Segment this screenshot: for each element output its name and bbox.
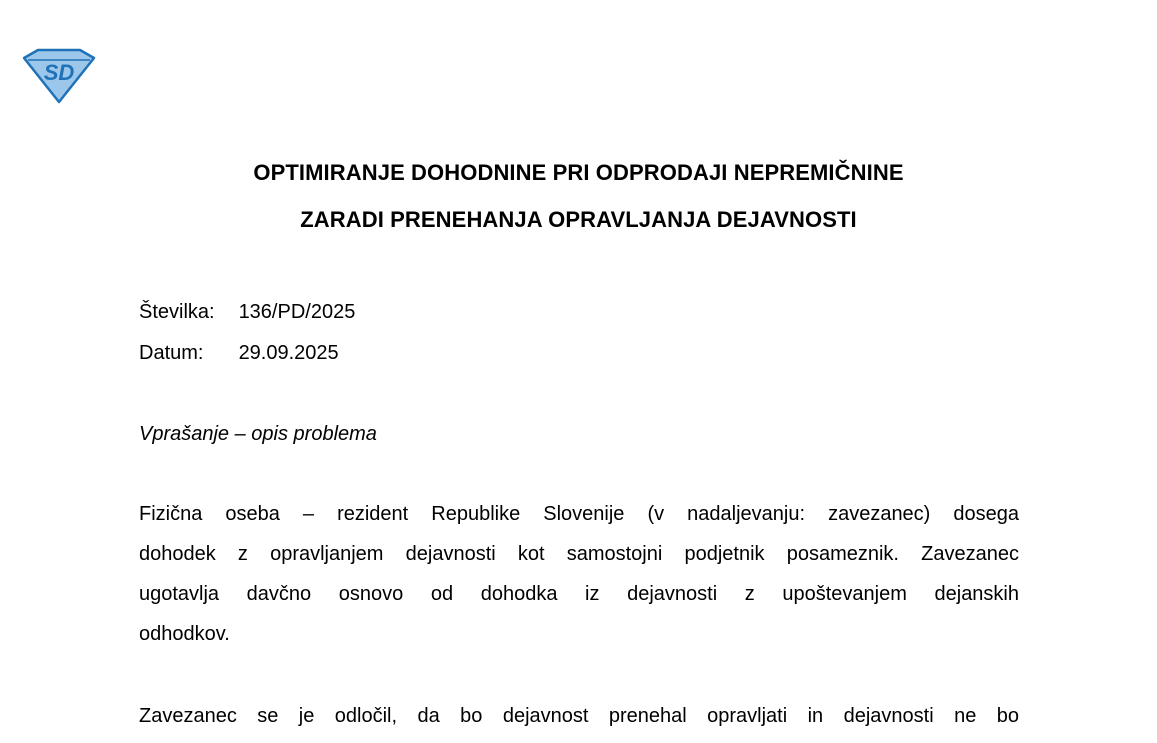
section-heading: Vprašanje – opis problema (139, 423, 377, 445)
paragraph-line: Zavezanec se je odločil, da bo dejavnost prenehal opravljati in dejavnosti ne bo (139, 705, 1019, 727)
paragraph-line: odhodkov. (139, 623, 230, 645)
document-date-row (139, 341, 339, 365)
document-number-row (139, 300, 355, 324)
paragraph-line: dohodek z opravljanjem dejavnosti kot samostojni podjetnik posameznik. Zavezanec (139, 543, 1019, 565)
document-title-line-2: ZARADI PRENEHANJA OPRAVLJANJA DEJAVNOSTI (300, 207, 857, 232)
document-number-value: 136/PD/2025 (238, 301, 356, 323)
document-number-label: Številka: (139, 301, 215, 323)
svg-text:SD: SD (43, 60, 75, 85)
paragraph-line: ugotavlja davčno osnovo od dohodka iz dejavnosti z upoštevanjem dejanskih (139, 583, 1019, 605)
paragraph-line: Fizična oseba – rezident Republike Slovenije (v nadaljevanju: zavezanec) dosega (139, 503, 1019, 525)
company-logo-icon (22, 48, 96, 104)
document-title-line-1: OPTIMIRANJE DOHODNINE PRI ODPRODAJI NEPREMIČNINE (253, 160, 904, 185)
document-date-label: Datum: (139, 342, 204, 364)
document-date-value: 29.09.2025 (238, 342, 339, 364)
